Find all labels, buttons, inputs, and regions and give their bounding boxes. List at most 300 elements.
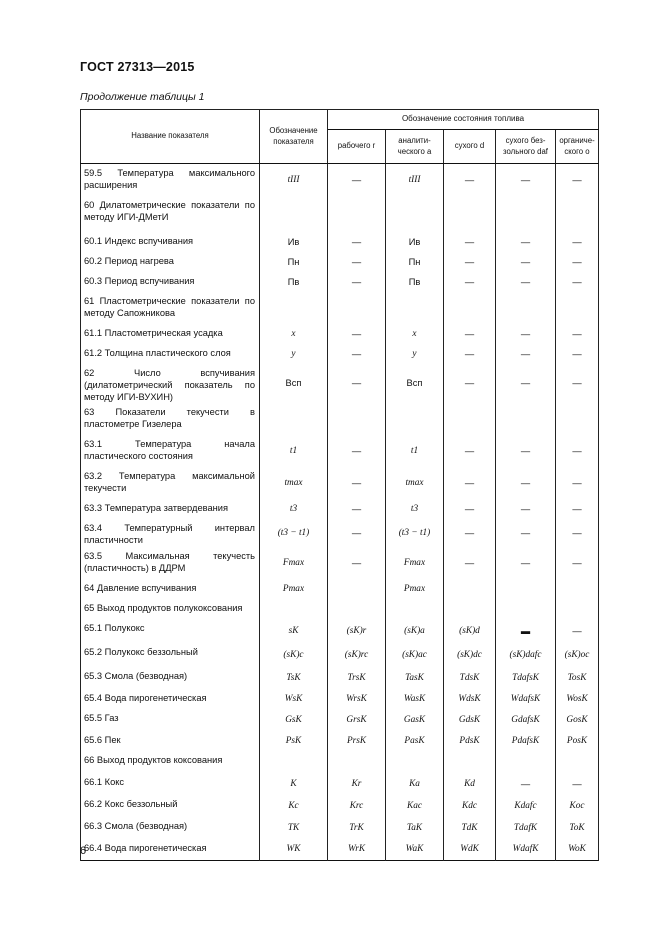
state-symbol (556, 817, 599, 839)
symbol-text: WosK (566, 693, 588, 704)
state-symbol (386, 599, 444, 619)
symbol-text: GdsK (458, 714, 481, 725)
state-symbol (328, 252, 386, 272)
symbol-text: — (351, 328, 362, 339)
state-symbol (496, 272, 556, 292)
state-symbol (496, 817, 556, 839)
table-row (81, 599, 599, 619)
state-symbol (556, 403, 599, 435)
symbol-text: — (572, 503, 582, 514)
indicator-name: 63.3 Температура затвердевания (81, 499, 260, 519)
symbol-text: (sK)oc (564, 649, 590, 660)
state-symbol (556, 839, 599, 861)
symbol-text: t3 (410, 503, 419, 514)
state-symbol (444, 773, 496, 795)
table-row (81, 272, 599, 292)
table-row (81, 839, 599, 861)
indicator-name: 66.2 Кокс беззольный (81, 795, 260, 817)
state-symbol (386, 232, 444, 252)
symbol-text: — (464, 328, 475, 339)
table-row (81, 344, 599, 364)
state-symbol (496, 292, 556, 324)
symbol-text: — (464, 378, 475, 388)
state-symbol (444, 435, 496, 467)
table-caption: Продолжение таблицы 1 (80, 91, 205, 103)
state-symbol (328, 364, 386, 403)
symbol-text: — (572, 557, 582, 568)
symbol-text: PdsK (459, 735, 480, 746)
symbol-text: — (464, 174, 475, 185)
indicator-name: 62 Число вспучивания (дилатометрический показатель по методу ИГИ-ВУХИН) (81, 364, 260, 403)
state-symbol (328, 519, 386, 547)
symbol-text: y (291, 348, 296, 359)
symbol-text: Ив (287, 236, 300, 247)
state-symbol (328, 579, 386, 599)
state-symbol (386, 709, 444, 731)
indicator-symbol (260, 619, 328, 643)
state-symbol (444, 164, 496, 196)
state-symbol (386, 272, 444, 292)
symbol-text: tIII (408, 174, 421, 185)
symbol-text: WrsK (346, 693, 367, 704)
state-symbol (386, 795, 444, 817)
state-symbol (496, 709, 556, 731)
state-symbol (386, 579, 444, 599)
symbol-text: — (520, 477, 531, 488)
state-symbol (328, 196, 386, 232)
state-symbol (496, 547, 556, 579)
state-symbol (444, 364, 496, 403)
state-symbol (556, 773, 599, 795)
state-symbol (556, 619, 599, 643)
table-row (81, 232, 599, 252)
indicator-name: 63.4 Температурный интервал пластичности (81, 519, 260, 547)
state-symbol (386, 292, 444, 324)
symbol-text: — (572, 256, 582, 267)
state-symbol (386, 164, 444, 196)
state-symbol (328, 795, 386, 817)
symbol-text: TdsK (459, 672, 480, 683)
table-row (81, 547, 599, 579)
indicator-name: 59.5 Температура максимального расширения (81, 164, 260, 196)
state-symbol (556, 795, 599, 817)
indicator-name: 63 Показатели текучести в пластометре Гизелера (81, 403, 260, 435)
state-symbol (328, 751, 386, 773)
indicator-symbol (260, 839, 328, 861)
symbol-text: (sK)a (404, 625, 425, 636)
symbol-text: y (412, 348, 417, 359)
state-symbol (496, 839, 556, 861)
state-symbol (386, 839, 444, 861)
symbol-text: — (520, 256, 531, 267)
symbol-text: PosK (566, 735, 588, 746)
symbol-text: — (351, 256, 362, 267)
state-symbol (386, 519, 444, 547)
state-symbol (556, 579, 599, 599)
symbol-text: PrsK (346, 735, 367, 746)
table-row (81, 292, 599, 324)
indicator-symbol (260, 579, 328, 599)
state-symbol (386, 364, 444, 403)
state-symbol (328, 773, 386, 795)
state-symbol (556, 751, 599, 773)
symbol-text: TdafsK (512, 672, 539, 683)
symbol-text: tIII (287, 174, 300, 185)
indicator-name: 63.2 Температура максимальной текучести (81, 467, 260, 499)
state-symbol (556, 689, 599, 709)
symbol-text: WdK (460, 844, 479, 855)
symbol-text: GrsK (346, 714, 367, 725)
state-symbol (444, 839, 496, 861)
symbol-text: WoK (568, 844, 586, 855)
state-symbol (328, 839, 386, 861)
table-row (81, 731, 599, 751)
symbol-text: Krc (349, 800, 364, 811)
state-symbol (556, 547, 599, 579)
symbol-text: — (572, 527, 582, 538)
state-symbol (556, 709, 599, 731)
symbol-text: — (464, 348, 475, 359)
symbol-text: Ka (409, 778, 420, 789)
indicator-name: 60.2 Период нагрева (81, 252, 260, 272)
symbol-text: Kdc (462, 800, 477, 811)
symbol-text: x (291, 328, 296, 339)
state-symbol (496, 324, 556, 344)
state-symbol (444, 667, 496, 689)
indicator-symbol (260, 364, 328, 403)
state-symbol (386, 667, 444, 689)
state-symbol (444, 519, 496, 547)
symbol-text: — (351, 503, 362, 514)
sub-col-dry: сухого d (444, 130, 496, 164)
symbol-text: — (351, 378, 362, 388)
state-symbol (556, 667, 599, 689)
state-symbol (328, 232, 386, 252)
table-row (81, 773, 599, 795)
symbol-text: (t3 − t1) (277, 527, 310, 538)
table-row (81, 795, 599, 817)
state-symbol (556, 196, 599, 232)
indicator-name: 61.1 Пластометрическая усадка (81, 324, 260, 344)
symbol-text: — (572, 328, 582, 339)
symbol-text: Всп (406, 378, 423, 388)
indicators-table (80, 109, 599, 861)
indicator-name: 65.5 Газ (81, 709, 260, 731)
indicator-symbol (260, 272, 328, 292)
state-symbol (386, 467, 444, 499)
symbol-text: Пв (408, 276, 421, 287)
symbol-text: — (351, 477, 362, 488)
symbol-text: — (572, 778, 582, 789)
symbol-text: t3 (289, 503, 298, 514)
state-symbol (444, 619, 496, 643)
symbol-text: ToK (569, 822, 585, 833)
symbol-text: TasK (405, 672, 424, 683)
symbol-text: — (351, 527, 362, 538)
state-symbol (444, 196, 496, 232)
table-row (81, 751, 599, 773)
symbol-text: — (464, 557, 475, 568)
state-symbol (328, 344, 386, 364)
symbol-text: TsK (286, 672, 301, 683)
table-row (81, 499, 599, 519)
indicator-symbol (260, 196, 328, 232)
indicator-name: 65.3 Смола (безводная) (81, 667, 260, 689)
symbol-text: WaK (405, 844, 424, 855)
symbol-text: — (351, 276, 362, 287)
state-symbol (328, 435, 386, 467)
state-symbol (444, 709, 496, 731)
symbol-text: Пн (408, 256, 421, 267)
indicator-name: 65.1 Полукокс (81, 619, 260, 643)
indicator-symbol (260, 403, 328, 435)
symbol-text: — (351, 236, 362, 247)
indicator-name: 61 Пластометрические показатели по методу Сапожникова (81, 292, 260, 324)
symbol-text: Koc (569, 800, 585, 811)
symbol-text: t1 (289, 445, 298, 456)
state-symbol (496, 599, 556, 619)
symbol-text: (sK)r (346, 625, 367, 636)
sub-col-working: рабочего r (328, 130, 386, 164)
symbol-text: — (464, 256, 475, 267)
state-symbol (328, 731, 386, 751)
symbol-text: — (520, 557, 531, 568)
state-symbol (444, 689, 496, 709)
symbol-text: TrK (349, 822, 364, 833)
state-symbol (556, 164, 599, 196)
state-symbol (328, 403, 386, 435)
indicator-symbol (260, 467, 328, 499)
state-symbol (496, 196, 556, 232)
symbol-text: — (520, 276, 531, 287)
state-symbol (444, 292, 496, 324)
state-symbol (496, 344, 556, 364)
state-symbol (556, 252, 599, 272)
symbol-text: PsK (285, 735, 302, 746)
state-symbol (328, 324, 386, 344)
symbol-text: (sK)rc (344, 649, 369, 660)
symbol-text: — (464, 477, 475, 488)
symbol-text: — (572, 378, 582, 388)
table-row (81, 619, 599, 643)
symbol-text: K (290, 778, 297, 789)
table-row (81, 324, 599, 344)
table-row (81, 403, 599, 435)
indicator-name: 60 Дилатометрические показатели по методу ИГИ-ДМетИ (81, 196, 260, 232)
state-symbol (444, 403, 496, 435)
indicator-name: 60.1 Индекс вспучивания (81, 232, 260, 252)
symbol-text: Fmax (282, 557, 305, 568)
state-symbol (496, 403, 556, 435)
symbol-text: — (572, 348, 582, 359)
symbol-text: — (520, 236, 531, 247)
indicator-symbol (260, 344, 328, 364)
state-symbol (496, 731, 556, 751)
sub-col-organic: органиче-ского o (556, 130, 599, 164)
indicator-name: 63.5 Максимальная текучесть (пластичность) в ДДРМ (81, 547, 260, 579)
state-symbol (328, 643, 386, 667)
indicator-symbol (260, 599, 328, 619)
indicator-name: 65.6 Пек (81, 731, 260, 751)
state-symbol (328, 709, 386, 731)
symbol-text: — (520, 527, 531, 538)
symbol-text: — (520, 445, 531, 456)
symbol-text: — (572, 445, 582, 456)
table-row (81, 519, 599, 547)
state-symbol (386, 435, 444, 467)
symbol-text: tmax (405, 477, 424, 488)
symbol-text: GsK (285, 714, 302, 725)
indicator-name: 60.3 Период вспучивания (81, 272, 260, 292)
state-symbol (556, 324, 599, 344)
indicator-name: 66 Выход продуктов коксования (81, 751, 260, 773)
symbol-text: — (520, 348, 531, 359)
symbol-text: Kr (351, 778, 362, 789)
table-row (81, 579, 599, 599)
state-symbol (556, 435, 599, 467)
indicator-symbol (260, 643, 328, 667)
indicator-symbol (260, 817, 328, 839)
indicator-symbol (260, 795, 328, 817)
symbol-text: PdafsK (511, 735, 540, 746)
symbol-text: WrK (347, 844, 366, 855)
state-symbol (496, 499, 556, 519)
table-body (81, 164, 599, 861)
indicator-name: 66.4 Вода пирогенетическая (81, 839, 260, 861)
indicator-name: 65.2 Полукокс беззольный (81, 643, 260, 667)
state-symbol (386, 731, 444, 751)
symbol-text: WasK (403, 693, 426, 704)
symbol-text: — (572, 174, 582, 185)
indicator-name: 64 Давление вспучивания (81, 579, 260, 599)
indicator-name: 66.1 Кокс (81, 773, 260, 795)
symbol-text: — (520, 378, 531, 388)
state-symbol (496, 643, 556, 667)
indicator-symbol (260, 547, 328, 579)
state-symbol (386, 773, 444, 795)
symbol-text: Пн (287, 256, 300, 267)
state-symbol (496, 795, 556, 817)
state-symbol (444, 817, 496, 839)
symbol-text: — (464, 503, 475, 514)
state-symbol (328, 547, 386, 579)
indicator-name: 63.1 Температура начала пластического состояния (81, 435, 260, 467)
state-symbol (386, 817, 444, 839)
symbol-text: Пв (287, 276, 300, 287)
indicator-symbol (260, 751, 328, 773)
state-symbol (556, 731, 599, 751)
state-symbol (444, 751, 496, 773)
symbol-text: — (464, 276, 475, 287)
indicator-symbol (260, 731, 328, 751)
symbol-text: — (464, 445, 475, 456)
indicator-name: 66.3 Смола (безводная) (81, 817, 260, 839)
symbol-text: (sK)d (459, 625, 480, 636)
symbol-text: TdafK (513, 822, 538, 833)
symbol-text: Ив (408, 236, 421, 247)
state-symbol (386, 751, 444, 773)
state-symbol (328, 599, 386, 619)
symbol-text: WdsK (458, 693, 481, 704)
indicator-symbol (260, 164, 328, 196)
symbol-text: GosK (566, 714, 588, 725)
state-symbol (556, 344, 599, 364)
page-number: 6 (80, 845, 87, 857)
symbol-text: WdafsK (510, 693, 541, 704)
symbol-text: WsK (284, 693, 303, 704)
state-symbol (496, 164, 556, 196)
indicator-symbol (260, 324, 328, 344)
state-symbol (444, 232, 496, 252)
symbol-text: Kdafc (514, 800, 537, 811)
symbol-text: (t3 − t1) (398, 527, 431, 538)
state-symbol (556, 467, 599, 499)
state-symbol (556, 364, 599, 403)
state-symbol (386, 196, 444, 232)
indicator-name: 65.4 Вода пирогенетическая (81, 689, 260, 709)
symbol-text: t1 (410, 445, 419, 456)
state-symbol (444, 599, 496, 619)
indicator-symbol (260, 689, 328, 709)
symbol-text: Fmax (403, 557, 426, 568)
state-symbol (386, 403, 444, 435)
state-symbol (386, 619, 444, 643)
symbol-text: PasK (404, 735, 425, 746)
state-symbol (328, 667, 386, 689)
table-row (81, 467, 599, 499)
symbol-text: (sK)dafc (509, 649, 542, 660)
symbol-text: sK (288, 625, 299, 636)
symbol-text: Kc (288, 800, 299, 811)
indicator-symbol (260, 499, 328, 519)
state-symbol (328, 467, 386, 499)
symbol-text: — (520, 174, 531, 185)
symbol-text: GdafsK (511, 714, 540, 725)
state-symbol (556, 232, 599, 252)
table-row (81, 364, 599, 403)
indicator-symbol (260, 292, 328, 324)
state-symbol (444, 272, 496, 292)
symbol-text: — (572, 625, 582, 636)
symbol-text: Pmax (403, 583, 426, 594)
symbol-text: — (464, 527, 475, 538)
state-symbol (386, 344, 444, 364)
symbol-text: — (351, 174, 362, 185)
document-title: ГОСТ 27313—2015 (80, 60, 195, 74)
indicator-symbol (260, 435, 328, 467)
state-symbol (386, 499, 444, 519)
state-symbol (496, 751, 556, 773)
symbol-text: Kac (407, 800, 422, 811)
indicator-symbol (260, 709, 328, 731)
state-symbol (496, 689, 556, 709)
state-symbol (496, 364, 556, 403)
state-symbol (328, 619, 386, 643)
state-symbol (556, 292, 599, 324)
indicator-symbol (260, 232, 328, 252)
col-name-header: Название показателя (81, 110, 260, 164)
table-row (81, 196, 599, 232)
table-row (81, 709, 599, 731)
state-symbol (386, 689, 444, 709)
state-symbol (444, 731, 496, 751)
table-row (81, 667, 599, 689)
sub-col-analytical: аналити-ческого a (386, 130, 444, 164)
symbol-text: x (412, 328, 417, 339)
col-state-header: Обозначение состояния топлива (328, 110, 599, 130)
symbol-text: Pmax (282, 583, 305, 594)
state-symbol (444, 324, 496, 344)
